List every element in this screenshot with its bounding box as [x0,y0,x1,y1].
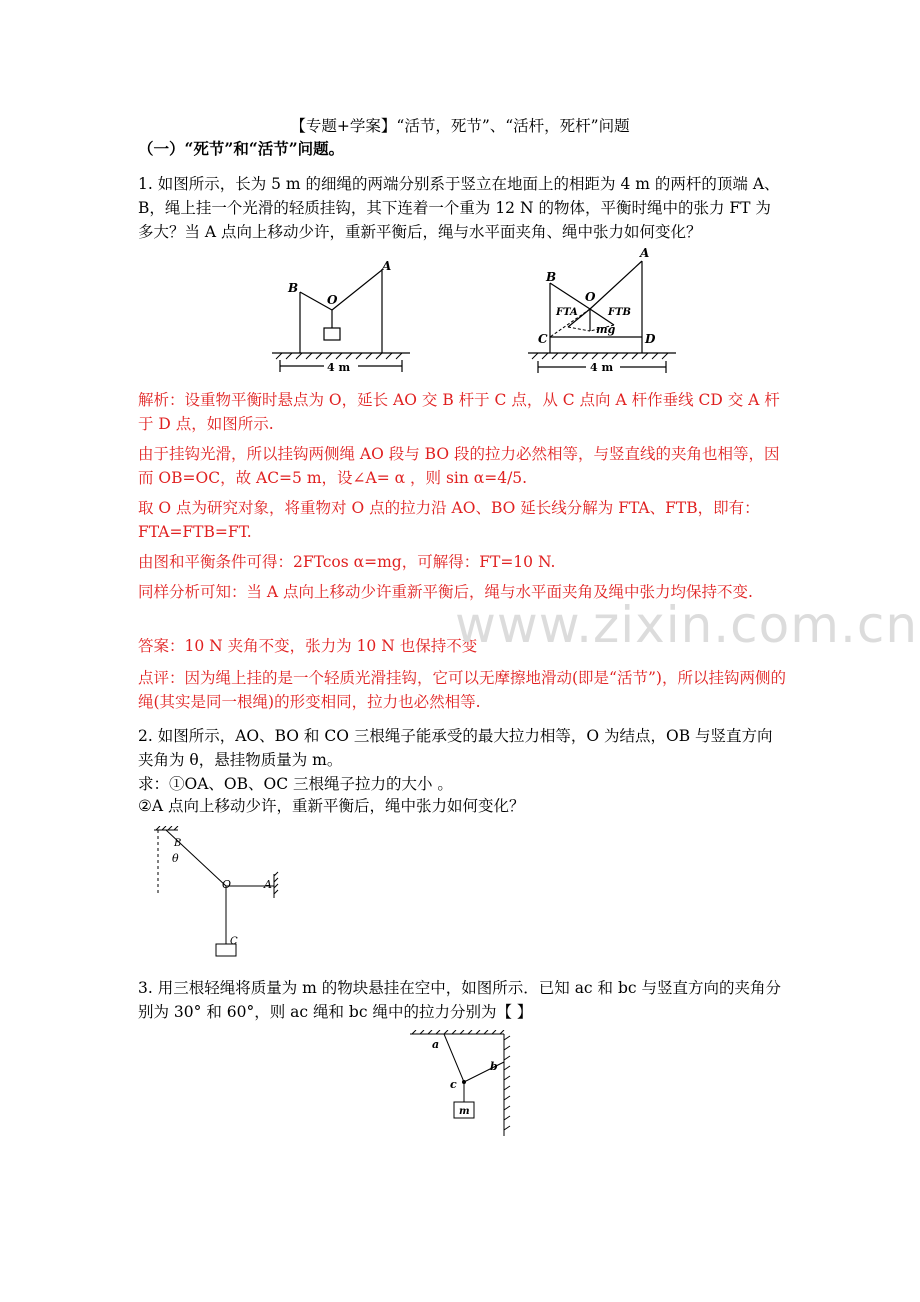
figure-1-right [528,243,678,378]
label-a: a [432,1038,440,1051]
question-2-part2: ②A 点向上移动少许，重新平衡后，绳中张力如何变化？ [138,797,525,815]
comment: 点评：因为绳上挂的是一个轻质光滑挂钩，它可以无摩擦地滑动(即是“活节”)，所以挂钩两侧的绳(其实是同一根绳)的形变相同，拉力也必然相等. [138,669,786,711]
label-O: O [327,293,338,307]
solution-p3: 取 O 点为研究对象，将重物对 O 点的拉力沿 AO、BO 延长线分解为 FTA、FTB，即有：FTA=FTB=FT. [138,499,760,541]
label-FTB: FTB [608,307,631,318]
distance-label: 4 m [327,361,351,374]
label-C: C [230,936,238,947]
label-O: O [222,878,232,891]
figure-1-left [272,258,412,378]
label-mg: mg [596,323,616,336]
question-2-text: 2. 如图所示，AO、BO 和 CO 三根绳子能承受的最大拉力相等，O 为结点，OB 与竖直方向夹角为 θ，悬挂物质量为 m。 [138,727,773,769]
distance-label: 4 m [590,361,614,374]
label-O: O [585,290,596,304]
figure-3 [406,1030,518,1140]
section-heading: （一）“死节”和“活节”问题。 [138,139,345,158]
label-FTA: FTA [556,307,578,318]
question-2-part1: 求：①OA、OB、OC 三根绳子拉力的大小 。 [138,775,453,793]
solution-p5: 同样分析可知：当 A 点向上移动少许重新平衡后，绳与水平面夹角及绳中张力均保持不变. [138,583,753,601]
label-m: m [459,1106,470,1117]
watermark: www.zixin.com.cn [455,596,919,654]
label-B: B [288,281,299,295]
label-A: A [640,246,650,260]
label-theta: θ [172,852,179,865]
question-1-text: 1. 如图所示，长为 5 m 的细绳的两端分别系于竖立在地面上的相距为 4 m 的两杆的顶端 A、B，绳上挂一个光滑的轻质挂钩，其下连着一个重为 12 N 的物体，平衡时绳中的张力 FT 为多大？当 A 点向上移动少许，重新平衡后，绳与水平面夹角、绳中张力如何变化？ [138,175,780,241]
label-C: C [538,332,548,346]
label-A: A [264,878,272,891]
label-B: B [174,838,182,849]
label-D: D [645,332,656,346]
figure-2 [148,826,288,961]
label-B: B [546,270,557,284]
label-b: b [490,1060,498,1073]
solution-p4: 由图和平衡条件可得：2FTcos α=mg，可解得：FT=10 N. [138,553,556,571]
label-A: A [382,259,392,273]
solution-p1: 解析：设重物平衡时悬点为 O，延长 AO 交 B 杆于 C 点，从 C 点向 A 杆作垂线 CD 交 A 杆于 D 点，如图所示. [138,391,780,433]
question-3-text: 3. 用三根轻绳将质量为 m 的物块悬挂在空中，如图所示．已知 ac 和 bc 与竖直方向的夹角分别为 30° 和 60°，则 ac 绳和 bc 绳中的拉力分别为【 】 [138,979,782,1021]
label-c: c [450,1078,457,1091]
page-title: 【专题+学案】“活节，死节”、“活杆，死杆”问题 [290,117,630,135]
answer: 答案：10 N 夹角不变，张力为 10 N 也保持不变 [138,637,478,655]
solution-p2: 由于挂钩光滑，所以挂钩两侧绳 AO 段与 BO 段的拉力必然相等，与竖直线的夹角也相等，因而 OB=OC，故 AC=5 m，设∠A= α ，则 sin α=4/5. [138,445,780,487]
